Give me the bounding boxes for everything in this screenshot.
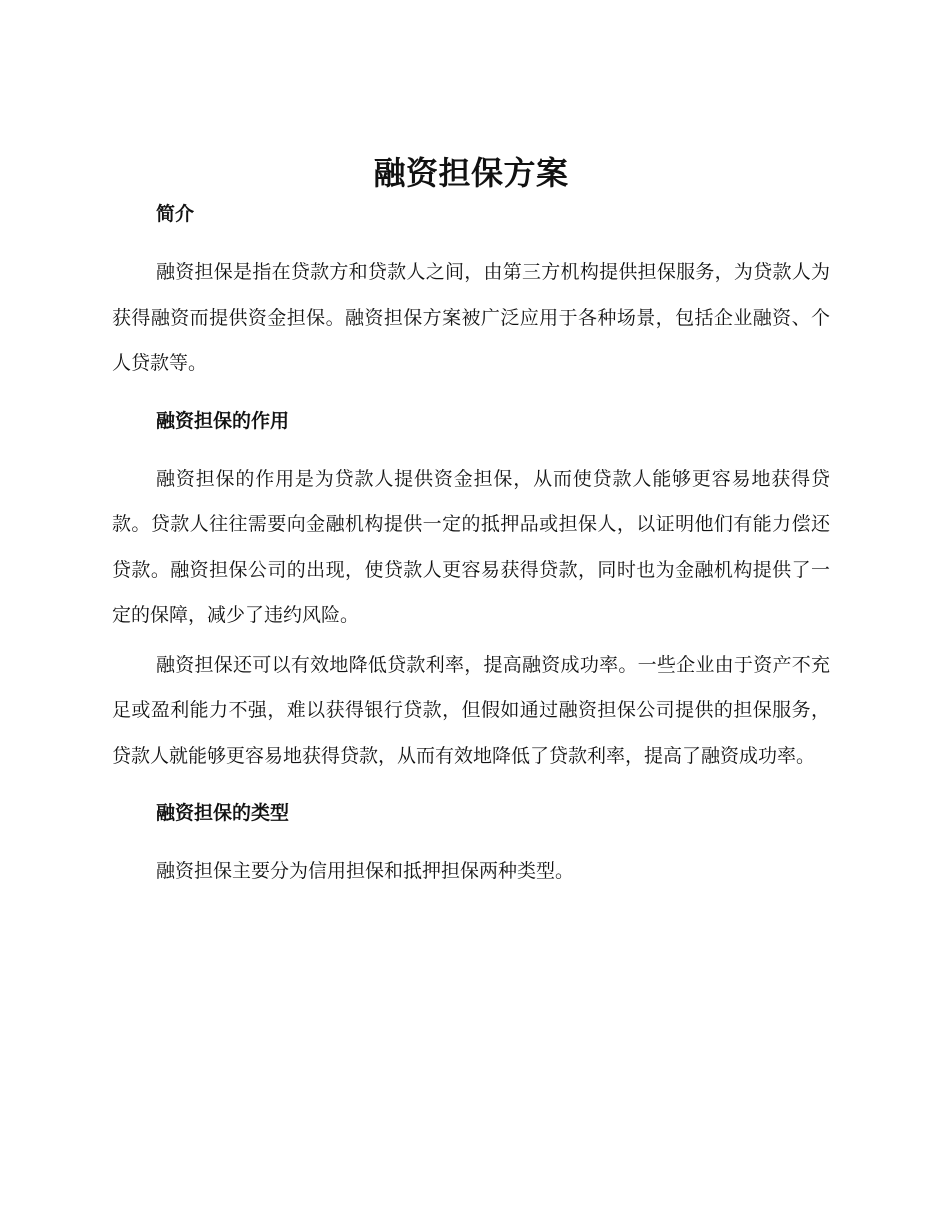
paragraph-role-1: 融资担保的作用是为贷款人提供资金担保，从而使贷款人能够更容易地获得贷款。贷款人往往需要向金融机构提供一定的抵押品或担保人，以证明他们有能力偿还贷款。融资担保公司的出现，使贷款人更容易获得贷款，同时也为金融机构提供了一定的保障，减少了违约风险。 bbox=[112, 467, 830, 626]
section-heading-role: 融资担保的作用 bbox=[156, 409, 290, 432]
section-heading-types: 融资担保的类型 bbox=[156, 802, 290, 824]
document-title: 融资担保方案 bbox=[373, 154, 569, 192]
section-heading-intro: 简介 bbox=[156, 203, 195, 225]
paragraph-role-2: 融资担保还可以有效地降低贷款利率，提高融资成功率。一些企业由于资产不充足或盈利能力不强，难以获得银行贷款，但假如通过融资担保公司提供的担保服务，贷款人就能够更容易地获得贷款，从而有效地降低了贷款利率，提高了融资成功率。 bbox=[112, 653, 830, 767]
document-body bbox=[112, 150, 830, 895]
paragraph-types: 融资担保主要分为信用担保和抵押担保两种类型。 bbox=[156, 860, 575, 882]
paragraph-intro: 融资担保是指在贷款方和贷款人之间，由第三方机构提供担保服务，为贷款人为获得融资而提供资金担保。融资担保方案被广泛应用于各种场景，包括企业融资、个人贷款等。 bbox=[112, 261, 830, 374]
